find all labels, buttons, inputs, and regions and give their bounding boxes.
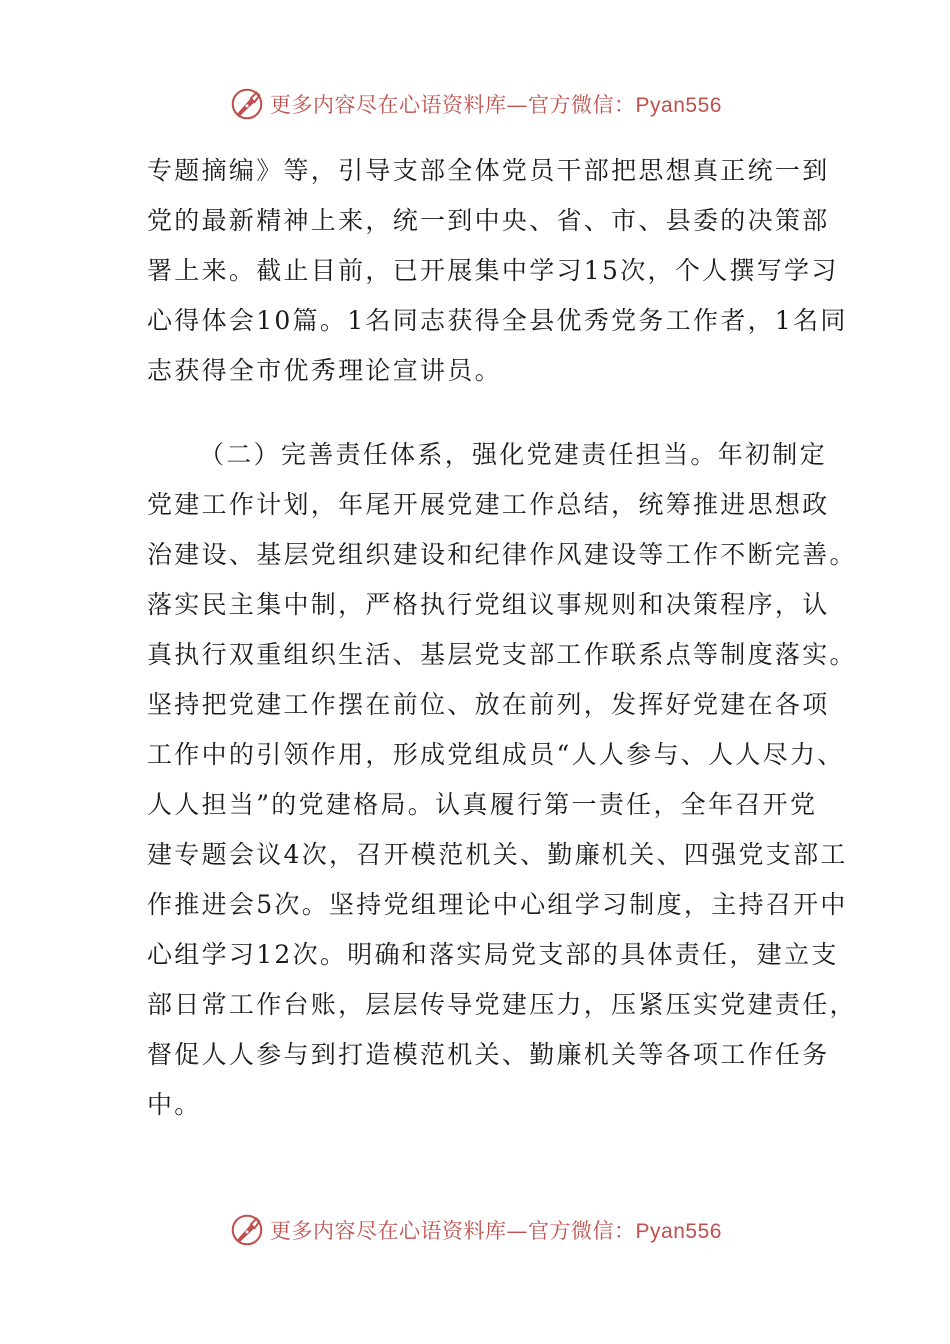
text-line: 部日常工作台账，层层传导党建压力，压紧压实党建责任， xyxy=(147,990,857,1019)
text-line: 心得体会10篇。1名同志获得全县优秀党务工作者，1名同 xyxy=(147,306,848,335)
text-line: 党的最新精神上来，统一到中央、省、市、县委的决策部 xyxy=(147,206,830,235)
paragraph-2 xyxy=(147,430,857,1130)
header-watermark-banner xyxy=(0,82,950,126)
text-line: 志获得全市优秀理论宣讲员。 xyxy=(147,356,502,385)
text-line: 建专题会议4次，召开模范机关、勤廉机关、四强党支部工 xyxy=(147,840,848,869)
text-line: 党建工作计划，年尾开展党建工作总结，统筹推进思想政 xyxy=(147,490,830,519)
document-body xyxy=(147,146,857,1130)
text-line: 督促人人参与到打造模范机关、勤廉机关等各项工作任务 xyxy=(147,1040,830,1069)
text-line: 心组学习12次。明确和落实局党支部的具体责任，建立支 xyxy=(147,940,839,969)
fountain-pen-nib-icon xyxy=(228,1211,266,1249)
watermark-text: 更多内容尽在心语资料库—官方微信：Pyan556 xyxy=(270,93,722,117)
text-line: 真执行双重组织生活、基层党支部工作联系点等制度落实。 xyxy=(147,640,857,669)
wechat-id: Pyan556 xyxy=(635,1220,722,1243)
text-line: （二）完善责任体系，强化党建责任担当。年初制定 xyxy=(199,440,827,469)
wechat-id: Pyan556 xyxy=(635,94,722,117)
paragraph-1 xyxy=(147,146,848,396)
text-line: 作推进会5次。坚持党组理论中心组学习制度，主持召开中 xyxy=(147,890,848,919)
text-line: 署上来。截止目前，已开展集中学习15次，个人撰写学习 xyxy=(147,256,839,285)
fountain-pen-nib-icon xyxy=(228,85,266,123)
text-line: 人人担当”的党建格局。认真履行第一责任，全年召开党 xyxy=(147,790,818,819)
text-line: 专题摘编》等，引导支部全体党员干部把思想真正统一到 xyxy=(147,156,830,185)
footer-watermark-banner xyxy=(0,1208,950,1252)
text-line: 中。 xyxy=(147,1090,202,1119)
watermark-text: 更多内容尽在心语资料库—官方微信：Pyan556 xyxy=(270,1219,722,1243)
text-line: 治建设、基层党组织建设和纪律作风建设等工作不断完善。 xyxy=(147,540,857,569)
text-line: 落实民主集中制，严格执行党组议事规则和决策程序，认 xyxy=(147,590,830,619)
text-line: 工作中的引领作用，形成党组成员“人人参与、人人尽力、 xyxy=(147,740,845,769)
text-line: 坚持把党建工作摆在前位、放在前列，发挥好党建在各项 xyxy=(147,690,830,719)
